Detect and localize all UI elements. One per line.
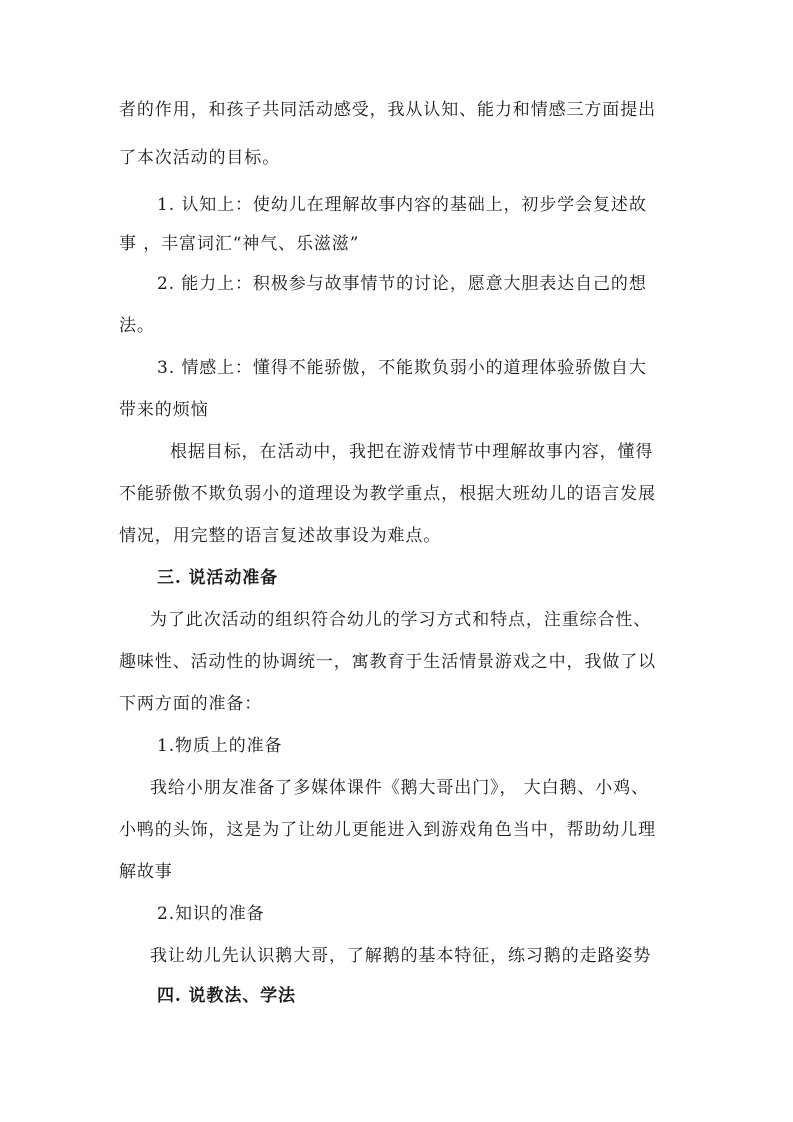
- paragraph-line: 不能骄傲不欺负弱小的道理设为教学重点，根据大班幼儿的语言发展: [119, 484, 656, 504]
- paragraph-line: 小鸭的头饰，这是为了让幼儿更能进入到游戏角色当中，帮助幼儿理: [119, 820, 656, 840]
- paragraph-line: 下两方面的准备：: [119, 694, 263, 714]
- paragraph-line: 为了此次活动的组织符合幼儿的学习方式和特点，注重综合性、: [150, 610, 652, 630]
- section-heading: 四. 说教法、学法: [157, 986, 296, 1006]
- paragraph-line: 事 ，丰富词汇“神气、乐滋滋”: [119, 234, 360, 254]
- paragraph-line: 我让幼儿先认识鹅大哥，了解鹅的基本特征，练习鹅的走路姿势: [150, 946, 652, 966]
- paragraph-line: 了本次活动的目标。: [119, 148, 281, 168]
- subheading-line: 1.物质上的准备: [157, 736, 283, 756]
- list-item-line: 3. 情感上：懂得不能骄傲，不能欺负弱小的道理体验骄傲自大: [157, 358, 647, 378]
- paragraph-line: 解故事: [119, 862, 173, 882]
- paragraph-line: 法。: [119, 316, 155, 336]
- subheading-line: 2.知识的准备: [157, 904, 265, 924]
- section-heading: 三. 说活动准备: [157, 568, 279, 588]
- paragraph-line: 带来的烦恼: [119, 400, 209, 420]
- paragraph-line: 我给小朋友准备了多媒体课件《鹅大哥出门》， 大白鹅、小鸡、: [150, 778, 650, 798]
- paragraph-line: 趣味性、活动性的协调统一，寓教育于生活情景游戏之中，我做了以: [119, 652, 656, 672]
- paragraph-line: 情况，用完整的语言复述故事设为难点。: [119, 526, 442, 546]
- list-item-line: 2. 能力上：积极参与故事情节的讨论，愿意大胆表达自己的想: [157, 274, 647, 294]
- paragraph-line: 者的作用，和孩子共同活动感受，我从认知、能力和情感三方面提出: [119, 100, 656, 120]
- list-item-line: 1. 认知上：使幼儿在理解故事内容的基础上，初步学会复述故: [157, 195, 647, 215]
- paragraph-line: 根据目标，在活动中，我把在游戏情节中理解故事内容，懂得: [170, 442, 654, 462]
